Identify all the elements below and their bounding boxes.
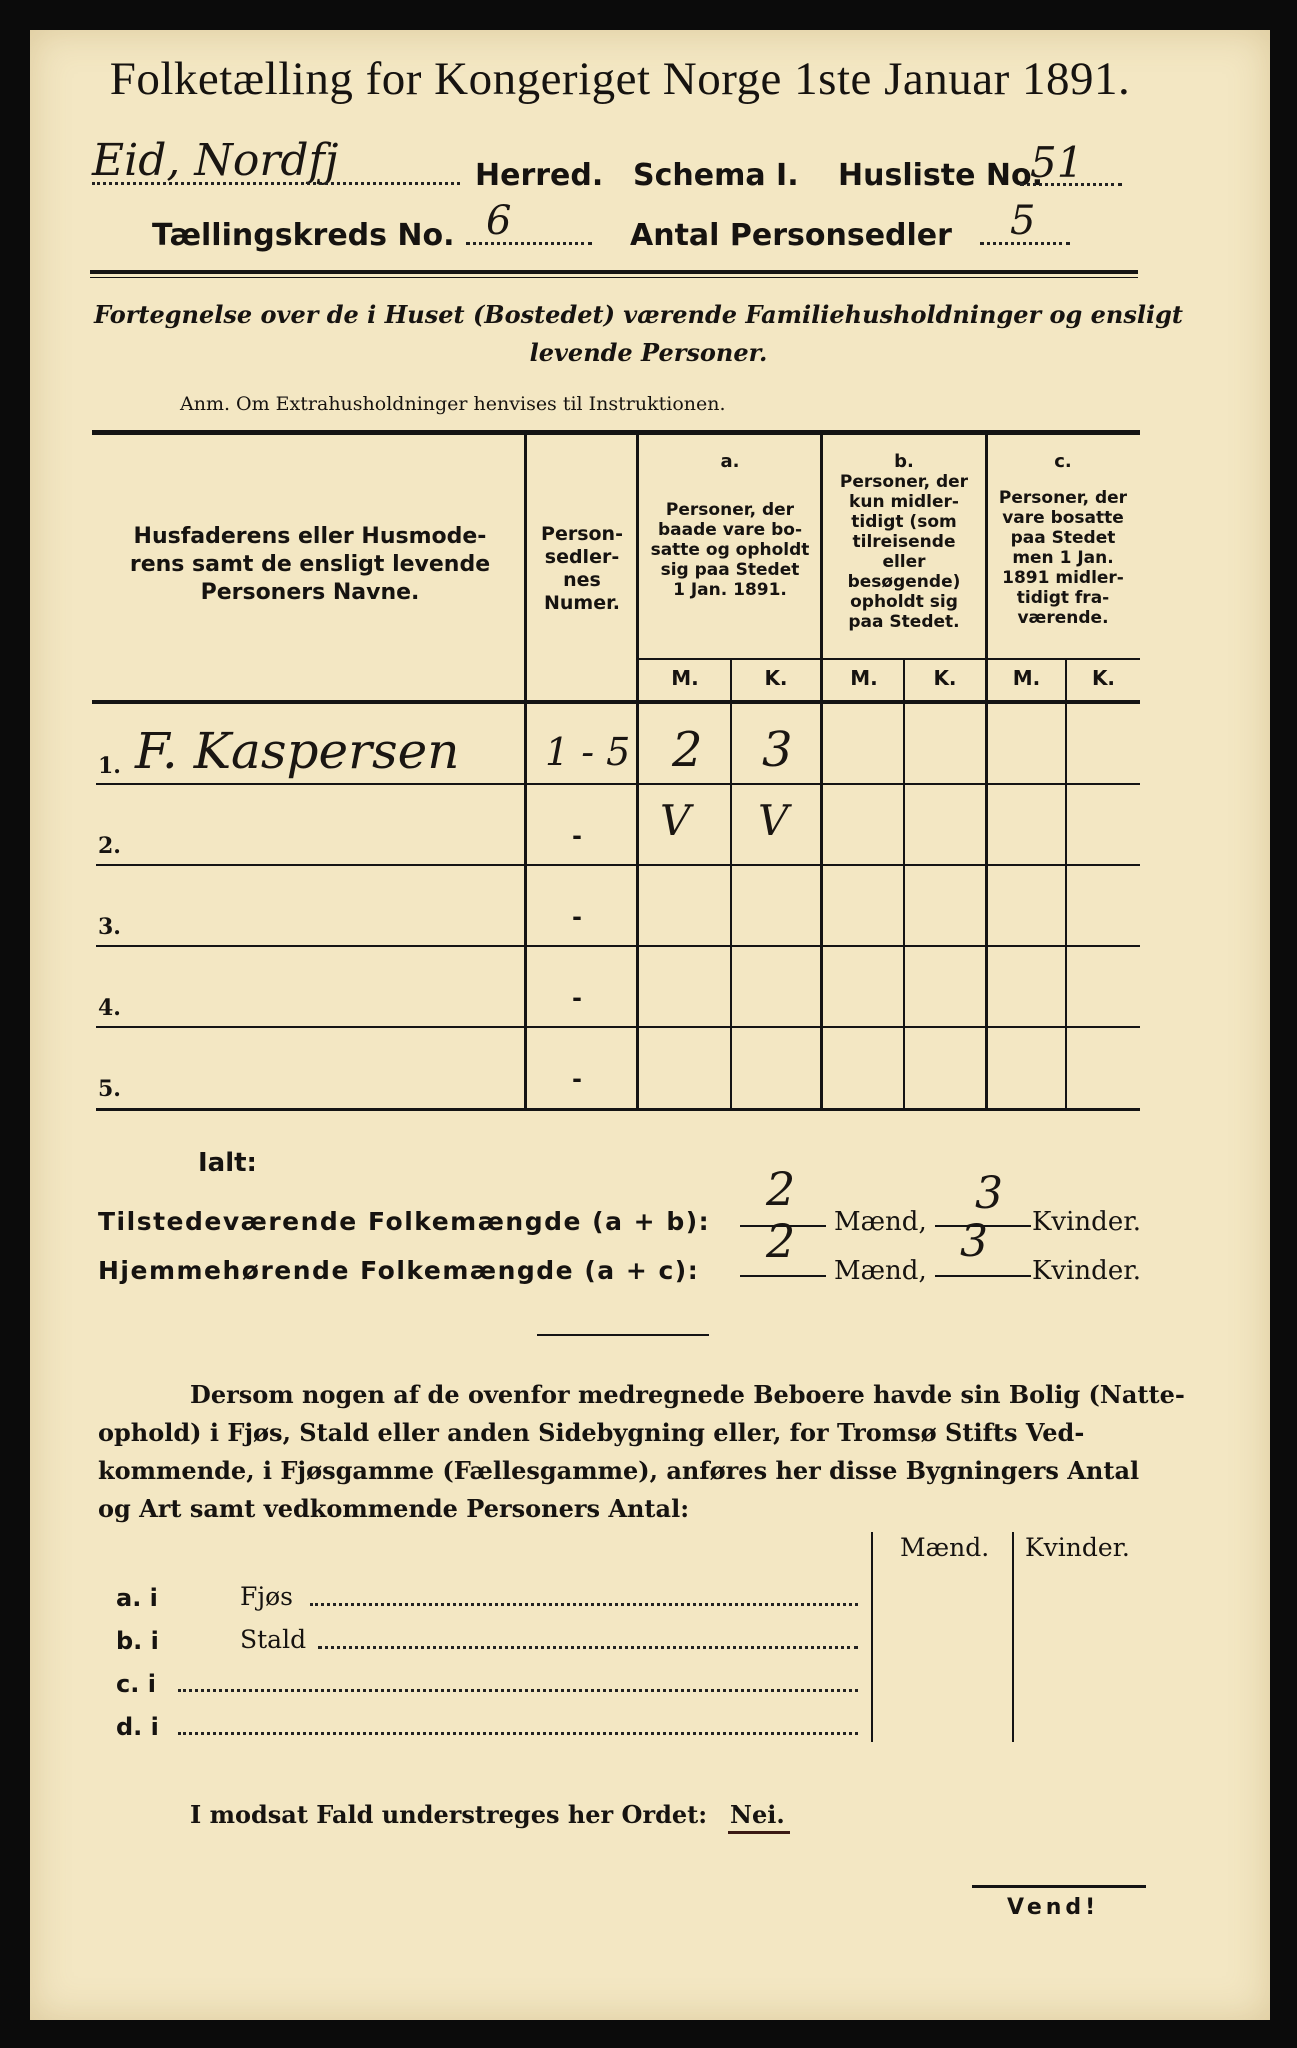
header-a (640, 500, 820, 600)
header-b-line-8: paa Stedet. (848, 612, 960, 632)
header-num-line-1: Person- (541, 523, 623, 545)
row-1-name: F. Kaspersen (135, 722, 460, 780)
outbuild-row-d-dots (178, 1732, 858, 1735)
hjemmehorende-kvinder-label: Kvinder. (1032, 1256, 1142, 1286)
table-header-bottom-rule (92, 700, 1140, 704)
header-b-k: K. (933, 666, 957, 690)
header-names-line-2: rens samt de ensligt levende (129, 552, 491, 577)
header-c-line-4: men 1 Jan. (1012, 548, 1114, 568)
herred-label: Herred. (475, 158, 604, 193)
header-b (824, 472, 984, 632)
form-title: Folketælling for Kongeriget Norge 1ste Januar 1891. (109, 53, 1131, 105)
header-c-line-1: Personer, der (998, 488, 1128, 508)
outbuild-para-line-2: ophold) i Fjøs, Stald eller anden Sidebygning eller, for Tromsø Stifts Ved- (98, 1418, 1085, 1447)
intro-line-1: Fortegnelse over de i Huset (Bostedet) værende Familiehusholdninger og ensligt (94, 300, 1183, 329)
row-2-number: 2. (98, 833, 121, 859)
row-rule-2 (96, 864, 1140, 866)
header-a-k: K. (764, 666, 788, 690)
hjemmehorende-maend-line (740, 1275, 826, 1277)
outbuild-col-rule-2 (1012, 1532, 1014, 1742)
col-rule-a (820, 435, 823, 1111)
kreds-dotted-line (466, 242, 592, 245)
instruction-note: Anm. Om Extrahusholdninger henvises til Instruktionen. (180, 393, 726, 415)
header-c-line-7: værende. (1017, 608, 1109, 628)
header-b-line-3: tidigt (som (851, 512, 957, 532)
outbuild-row-a-text: Fjøs (240, 1582, 293, 1611)
col-rule-c-mk (1065, 660, 1067, 1111)
kreds-label: Tællingskreds No. (152, 218, 455, 253)
col-rule-num (636, 435, 639, 1111)
row-rule-3 (96, 945, 1140, 947)
header-c-line-3: paa Stedet (1010, 528, 1116, 548)
outbuild-row-c-label: c. i (116, 1670, 156, 1698)
row-1-a-k: 3 (762, 722, 793, 778)
header-a-line-3: satte og opholdt (650, 540, 810, 560)
modsat-text: I modsat Fald understreges her Ordet: (190, 1800, 708, 1829)
header-c-line-5: 1891 midler- (1002, 568, 1124, 588)
row-1-personsedler: 1 - 5 (545, 730, 631, 774)
section-divider (537, 1334, 709, 1336)
row-3-number: 3. (98, 914, 121, 940)
hjemmehorende-maend-value: 2 (766, 1214, 796, 1268)
header-names (100, 523, 520, 607)
outbuild-para-line-4: og Art samt vedkommende Personers Antal: (98, 1494, 690, 1523)
outbuild-header-maend: Mænd. (900, 1533, 990, 1562)
herred-value: Eid, Nordfj (92, 135, 339, 186)
row-rule-5 (96, 1108, 1140, 1111)
header-c-k: K. (1091, 666, 1116, 690)
row-2-personsedler: - (572, 822, 582, 850)
tilstedevaerende-kvinder-label: Kvinder. (1032, 1207, 1142, 1237)
outbuild-row-a-label: a. i (116, 1584, 158, 1612)
row-2-a-m-check: V (660, 796, 691, 845)
row-4-number: 4. (98, 995, 121, 1021)
outbuild-row-b-label: b. i (116, 1627, 159, 1655)
header-b-line-1: Personer, der (839, 472, 969, 492)
nei-underline (728, 1831, 790, 1834)
outbuild-row-d-label: d. i (116, 1713, 159, 1741)
header-a-letter: a. (720, 451, 740, 472)
tilstedevaerende-maend-label: Mænd, (834, 1207, 927, 1237)
row-1-a-m: 2 (672, 722, 703, 778)
outbuild-row-a-dots (310, 1603, 858, 1606)
outbuild-row-b-dots (318, 1646, 858, 1649)
schema-label: Schema I. (633, 158, 799, 193)
header-b-line-7: opholdt sig (850, 592, 958, 612)
husliste-dotted-line (1020, 183, 1122, 186)
header-num-line-3: nes (563, 569, 601, 591)
outbuild-para-line-1: Dersom nogen af de ovenfor medregnede Beboere havde sin Bolig (Natte- (190, 1380, 1185, 1409)
header-a-line-4: sig paa Stedet (660, 560, 800, 580)
header-b-m: M. (850, 666, 878, 690)
antal-dotted-line (980, 242, 1070, 245)
header-rule (90, 270, 1138, 274)
vend-rule (972, 1885, 1146, 1888)
header-a-line-5: 1 Jan. 1891. (673, 580, 787, 600)
header-b-line-6: besøgende) (847, 572, 961, 592)
header-names-line-3: Personers Navne. (200, 580, 420, 605)
tilstedevaerende-label: Tilstedeværende Folkemængde (a + b): (98, 1207, 711, 1236)
header-num-line-4: Numer. (544, 592, 620, 614)
nei-word: Nei. (730, 1800, 785, 1829)
header-c-m: M. (1012, 666, 1041, 690)
row-5-personsedler: - (572, 1065, 582, 1093)
hjemmehorende-label: Hjemmehørende Folkemængde (a + c): (98, 1256, 700, 1285)
hjemmehorende-kvinder-line (935, 1275, 1031, 1277)
hjemmehorende-maend-label: Mænd, (834, 1256, 927, 1286)
outbuild-para-line-3: kommende, i Fjøsgamme (Fællesgamme), anføres her disse Bygningers Antal (98, 1456, 1140, 1485)
outbuild-row-c-dots (178, 1689, 858, 1692)
header-b-line-2: kun midler- (849, 492, 959, 512)
col-rule-a-mk (730, 660, 732, 1111)
row-rule-4 (96, 1026, 1140, 1028)
tilstedevaerende-kvinder-value: 3 (975, 1168, 1003, 1219)
header-c-letter: c. (1054, 451, 1072, 472)
header-names-line-1: Husfaderens eller Husmode- (133, 524, 487, 549)
row-4-personsedler: - (572, 984, 582, 1012)
husliste-label: Husliste No. (838, 158, 1043, 193)
row-rule-1 (96, 783, 1140, 785)
antal-label: Antal Personsedler (630, 218, 952, 253)
hjemmehorende-kvinder-value: 3 (960, 1216, 988, 1267)
outbuild-header-kvinder: Kvinder. (1025, 1533, 1130, 1562)
antal-value: 5 (1010, 198, 1036, 244)
row-2-a-k-check: V (758, 796, 789, 845)
husliste-value: 51 (1030, 138, 1084, 187)
header-b-line-4: tilreisende (852, 532, 956, 552)
header-num-line-2: sedler- (544, 546, 620, 568)
row-5-number: 5. (98, 1076, 121, 1102)
ialt-label: Ialt: (198, 1148, 257, 1178)
intro-line-2: levende Personer. (529, 338, 768, 367)
table-top-rule (92, 430, 1140, 435)
vend-text: Vend! (1007, 1895, 1100, 1920)
header-a-m: M. (671, 666, 699, 690)
header-c-line-2: vare bosatte (1002, 508, 1124, 528)
kreds-value: 6 (486, 198, 512, 244)
col-rule-name (524, 435, 527, 1111)
row-3-personsedler: - (572, 903, 582, 931)
header-personsedler (528, 523, 636, 615)
header-b-letter: b. (894, 451, 914, 472)
outbuild-col-rule-1 (871, 1532, 873, 1742)
tilstedevaerende-maend-value: 2 (766, 1162, 796, 1216)
header-b-line-5: eller (882, 552, 926, 572)
row-1-number: 1. (98, 753, 121, 779)
header-c-line-6: tidigt fra- (1016, 588, 1110, 608)
outbuild-row-b-text: Stald (240, 1625, 307, 1654)
header-rule-thin (90, 277, 1138, 278)
herred-dotted-line (92, 182, 460, 185)
col-rule-b-mk (903, 660, 905, 1111)
header-a-line-1: Personer, der (665, 500, 795, 520)
header-a-line-2: baade vare bo- (657, 520, 803, 540)
header-c (988, 488, 1138, 628)
